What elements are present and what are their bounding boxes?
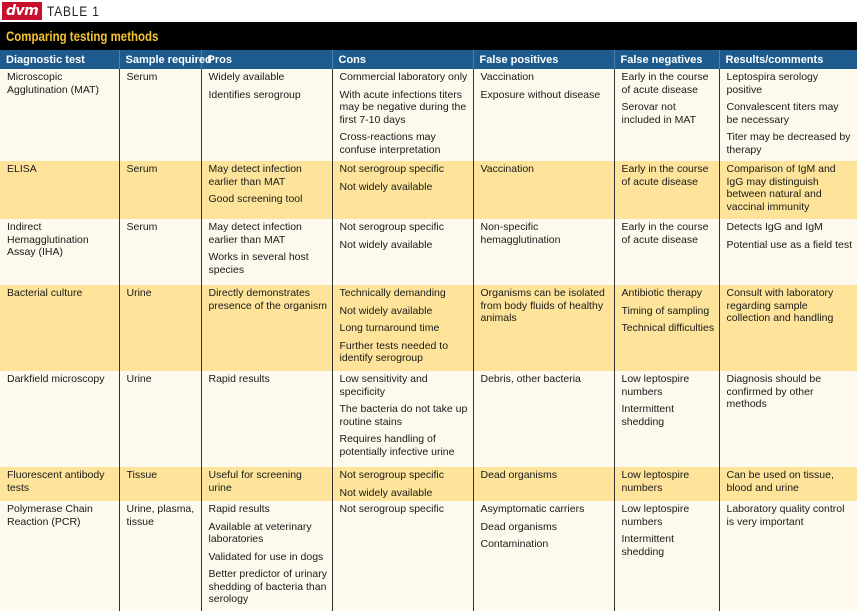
pros-cell <box>201 371 332 467</box>
comments-cell <box>719 371 857 467</box>
cell-item: Not widely available <box>339 486 433 499</box>
comments-cell <box>719 161 857 219</box>
false-positives-cell <box>473 285 614 371</box>
sample-cell: Urine <box>119 285 201 371</box>
cell-item: With acute infections titers may be negative during the first 7-10 days <box>339 88 467 126</box>
column-header: Pros <box>201 50 332 69</box>
top-bar <box>0 0 857 22</box>
cons-cell <box>332 69 473 161</box>
column-header: Results/comments <box>719 50 857 69</box>
test-name-cell: Bacterial culture <box>0 285 119 371</box>
pros-cell <box>201 467 332 501</box>
column-header: Diagnostic test <box>0 50 119 69</box>
cons-cell <box>332 161 473 219</box>
cell-item: Antibiotic therapy <box>621 287 703 299</box>
table-body <box>0 69 857 611</box>
cell-item: Long turnaround time <box>339 322 440 334</box>
cell-item: Identifies serogroup <box>208 88 301 101</box>
false-negatives-cell <box>614 161 719 219</box>
cell-item: Not widely available <box>339 304 433 317</box>
cons-cell <box>332 285 473 371</box>
cell-item: Detects IgG and IgM <box>726 221 823 233</box>
column-header: False negatives <box>614 50 719 69</box>
cell-item: Serovar not included in MAT <box>621 101 697 126</box>
pros-cell <box>201 161 332 219</box>
cell-item: Dead organisms <box>480 520 557 533</box>
cell-item: Cross-reactions may confuse interpretation <box>339 131 441 156</box>
title-bar <box>0 22 857 50</box>
cell-item: Leptospira serology positive <box>726 71 819 96</box>
cell-item: Laboratory quality control is very important <box>726 503 845 528</box>
cell-item: Requires handling of potentially infective urine <box>339 433 455 458</box>
table-row <box>0 161 857 219</box>
cell-item: Consult with laboratory regarding sample collection and handling <box>726 287 834 324</box>
false-positives-cell <box>473 161 614 219</box>
cell-item: Non-specific hemagglutination <box>480 221 561 246</box>
comments-cell <box>719 285 857 371</box>
cell-item: Rapid results <box>208 373 270 385</box>
cell-item: Contamination <box>480 538 549 550</box>
cell-item: Not serogroup specific <box>339 469 444 481</box>
false-negatives-cell <box>614 69 719 161</box>
cell-item: Works in several host species <box>208 251 309 276</box>
table-number: TABLE 1 <box>47 3 100 19</box>
comments-cell <box>719 501 857 611</box>
cell-item: May detect infection earlier than MAT <box>208 163 302 188</box>
cell-item: Vaccination <box>480 71 535 83</box>
cell-item: Available at veterinary laboratories <box>208 520 312 545</box>
cons-cell <box>332 371 473 467</box>
cell-item: Directly demonstrates presence of the organism <box>208 287 327 312</box>
cell-item: Low leptospire numbers <box>621 469 690 494</box>
table-row <box>0 467 857 501</box>
cell-item: Better predictor of urinary shedding of bacteria than serology <box>208 568 327 605</box>
cell-item: Comparison of IgM and IgG may distinguish between natural and vaccinal immunity <box>726 163 836 213</box>
cell-item: Not serogroup specific <box>339 221 444 233</box>
false-positives-cell <box>473 501 614 611</box>
cell-item: Validated for use in dogs <box>208 550 324 563</box>
false-negatives-cell <box>614 219 719 285</box>
cell-item: Not serogroup specific <box>339 163 444 175</box>
false-positives-cell <box>473 467 614 501</box>
column-header: Sample required <box>119 50 201 69</box>
cons-cell <box>332 501 473 611</box>
cell-item: Commercial laboratory only <box>339 71 468 83</box>
cell-item: Technically demanding <box>339 287 446 299</box>
cell-item: Diagnosis should be confirmed by other methods <box>726 373 822 410</box>
sample-cell: Urine, plasma, tissue <box>119 501 201 611</box>
cell-item: Technical difficulties <box>621 322 715 334</box>
cell-item: Organisms can be isolated from body fluids of healthy animals <box>480 287 605 324</box>
false-positives-cell <box>473 219 614 285</box>
cell-item: May detect infection earlier than MAT <box>208 221 302 246</box>
table-title: Comparing testing methods <box>6 28 159 44</box>
cell-item: Early in the course of acute disease <box>621 71 709 96</box>
cell-item: Further tests needed to identify serogroup <box>339 339 449 364</box>
cell-item: Not serogroup specific <box>339 503 444 515</box>
test-name-cell: Polymerase Chain Reaction (PCR) <box>0 501 119 611</box>
cell-item: Can be used on tissue, blood and urine <box>726 469 834 494</box>
cell-item: Useful for screening urine <box>208 469 302 494</box>
dvm-logo: dvm <box>2 2 42 20</box>
comments-cell <box>719 219 857 285</box>
table-row <box>0 371 857 467</box>
pros-cell <box>201 69 332 161</box>
cell-item: Low leptospire numbers <box>621 373 690 398</box>
test-name-cell: Microscopic Agglutination (MAT) <box>0 69 119 161</box>
comparison-table <box>0 50 857 611</box>
cell-item: Timing of sampling <box>621 304 710 317</box>
pros-cell <box>201 285 332 371</box>
test-name-cell: ELISA <box>0 161 119 219</box>
sample-cell: Tissue <box>119 467 201 501</box>
false-negatives-cell <box>614 467 719 501</box>
comments-cell <box>719 69 857 161</box>
false-negatives-cell <box>614 501 719 611</box>
sample-cell: Serum <box>119 69 201 161</box>
cell-item: Early in the course of acute disease <box>621 221 709 246</box>
cell-item: Convalescent titers may be necessary <box>726 101 839 126</box>
cell-item: Debris, other bacteria <box>480 373 581 385</box>
cell-item: Asymptomatic carriers <box>480 503 585 515</box>
cell-item: Vaccination <box>480 163 535 175</box>
test-name-cell: Darkfield microscopy <box>0 371 119 467</box>
sample-cell: Serum <box>119 161 201 219</box>
column-header: Cons <box>332 50 473 69</box>
sample-cell: Urine <box>119 371 201 467</box>
cons-cell <box>332 467 473 501</box>
cell-item: Low leptospire numbers <box>621 503 690 528</box>
cons-cell <box>332 219 473 285</box>
test-name-cell: Fluorescent antibody tests <box>0 467 119 501</box>
sample-cell: Serum <box>119 219 201 285</box>
cell-item: Potential use as a field test <box>726 238 852 251</box>
cell-item: Low sensitivity and specificity <box>339 373 428 398</box>
cell-item: Good screening tool <box>208 193 303 205</box>
cell-item: Titer may be decreased by therapy <box>726 131 851 156</box>
pros-cell <box>201 501 332 611</box>
table-row <box>0 69 857 161</box>
table-row <box>0 501 857 611</box>
header-row <box>0 50 857 69</box>
cell-item: Early in the course of acute disease <box>621 163 709 188</box>
false-negatives-cell <box>614 285 719 371</box>
pros-cell <box>201 219 332 285</box>
false-negatives-cell <box>614 371 719 467</box>
false-positives-cell <box>473 69 614 161</box>
cell-item: Exposure without disease <box>480 88 601 101</box>
cell-item: Not widely available <box>339 238 433 251</box>
table-row <box>0 285 857 371</box>
comments-cell <box>719 467 857 501</box>
cell-item: Intermittent shedding <box>621 533 675 558</box>
cell-item: Intermittent shedding <box>621 403 675 428</box>
table-row <box>0 219 857 285</box>
column-header: False positives <box>473 50 614 69</box>
cell-item: Widely available <box>208 71 285 83</box>
false-positives-cell <box>473 371 614 467</box>
test-name-cell: Indirect Hemagglutination Assay (IHA) <box>0 219 119 285</box>
cell-item: Dead organisms <box>480 469 557 481</box>
cell-item: Not widely available <box>339 180 433 193</box>
cell-item: Rapid results <box>208 503 270 515</box>
cell-item: The bacteria do not take up routine stains <box>339 403 468 428</box>
